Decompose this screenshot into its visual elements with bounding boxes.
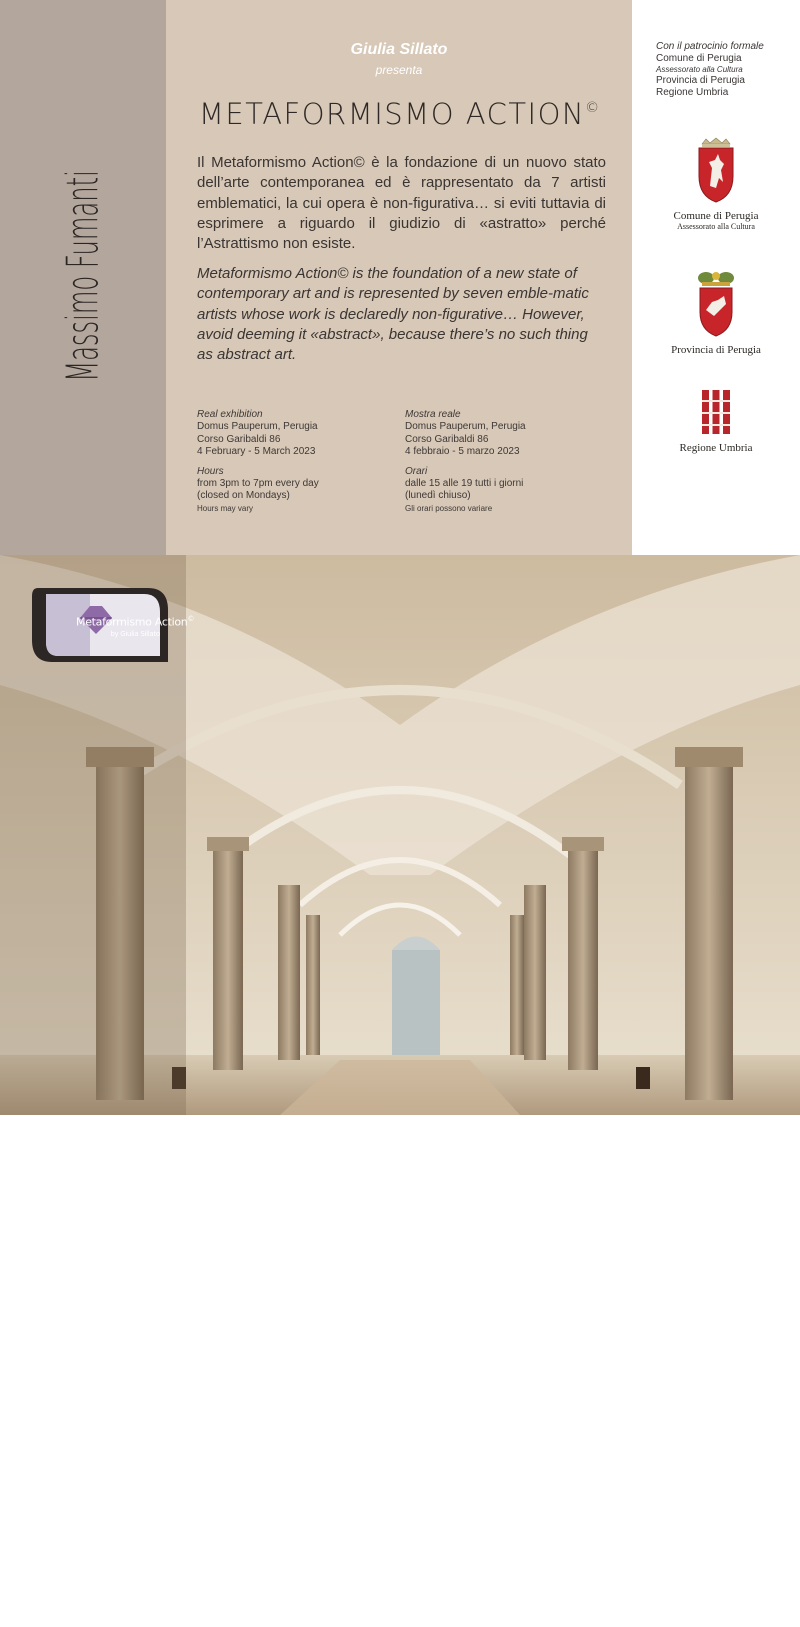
provincia-caption: Provincia di Perugia (671, 344, 761, 356)
umbria-caption: Regione Umbria (679, 442, 753, 454)
exhibition-info-english: Real exhibition Domus Pauperum, Perugia Corso Garibaldi 86 4 February - 5 March 2023 Hours from 3pm to 7pm every day (closed on Mondays) Hours may vary (197, 409, 319, 513)
provincia-shield-icon (692, 270, 740, 338)
perugia-caption-sub: Assessorato alla Cultura (677, 222, 755, 231)
venue-photo (0, 555, 800, 1627)
intro-panel (166, 0, 632, 555)
perugia-crest (632, 138, 800, 231)
venue-details-vertical: Domus Pauperum, Perugia Corso Garibaldi 86 Dal 4 febbraio al 5 marzo 2023 Orario : 15,00 - 19,00 tutti i giorni (lunedì chiuso) Gli orari possono variare (40, 1369, 117, 1627)
exhibition-info-italian: Mostra reale Domus Pauperum, Perugia Corso Garibaldi 86 4 febbraio - 5 marzo 2023 Orari dalle 15 alle 19 tutti i giorni (lunedì chiuso) Gli orari possono variare (405, 409, 526, 513)
artist-band (0, 0, 166, 555)
intro-italian: Il Metaformismo Action© è la fondazione di un nuovo stato dell’arte contemporanea ed è rappresentato da 7 artisti emblematici, la cui opera è non-figurativa… si eviti tuttavia di esprimere a riguardo il giudizio di «astratto» perché l’Astrattismo non esiste. (197, 154, 606, 253)
provincia-crest (632, 270, 800, 356)
umbria-emblem (632, 388, 800, 454)
presenter-name: Giulia Sillato (350, 41, 448, 58)
patronage-list: Con il patrocinio formale Comune di Perugia Assessorato alla Cultura Provincia di Perugia Regione Umbria (656, 41, 764, 98)
griffin-shield-icon (696, 138, 736, 204)
logo-wordmark: Metaformismo Action© by Giulia Sillato (76, 615, 195, 638)
page-title: METAFORMISMO ACTION© (198, 97, 600, 131)
umbria-candles-icon (701, 388, 731, 436)
patronage-panel (632, 0, 800, 555)
perugia-caption: Comune di Perugia (673, 210, 759, 222)
intro-english: Metaformismo Action© is the foundation of a new state of contemporary art and is represented by seven emble-matic artists whose work is declaredly non-figurative… However, avoid deeming it «abstract», because there’s no such thing as abstract art. (197, 265, 589, 364)
presents-label: presenta (375, 63, 423, 77)
copyright-mark: © (585, 100, 600, 116)
artist-name: Massimo Fumanti (57, 170, 109, 382)
